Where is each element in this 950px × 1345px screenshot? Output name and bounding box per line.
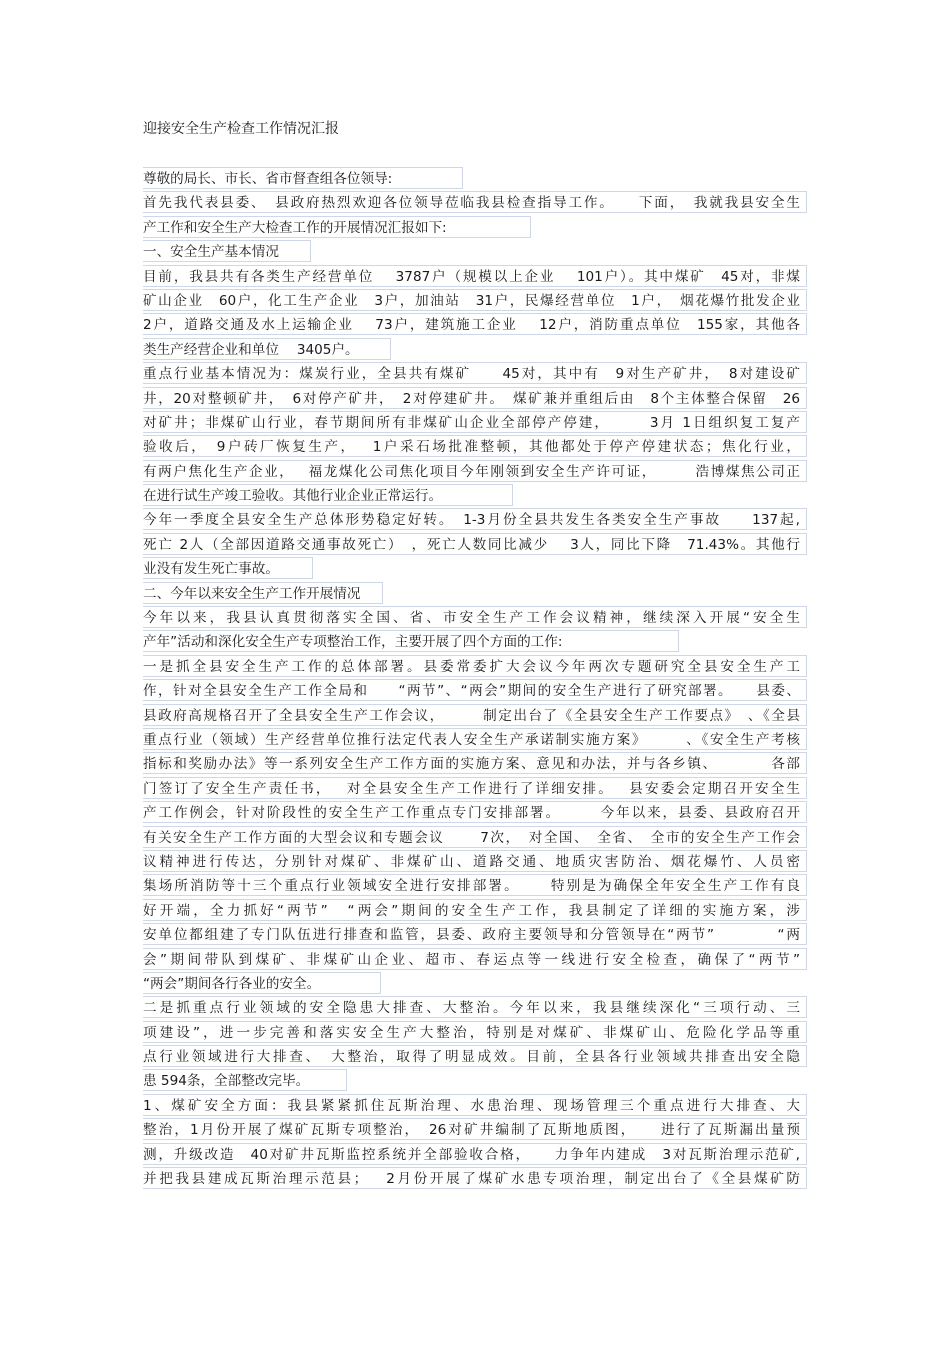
text-line-content: 议精神进行传达，分别针对煤矿、非煤矿山、道路交通、地质灾害防治、烟花爆竹、人员密 <box>143 850 807 872</box>
text-line <box>143 532 807 556</box>
text-line-content: 好开端，全力抓好“两节” “两会”期间的安全生产工作，我县制定了详细的实施方案，涉 <box>143 899 807 921</box>
text-line <box>143 410 807 434</box>
text-line <box>143 947 807 971</box>
text-line <box>143 849 807 873</box>
text-line <box>143 825 807 849</box>
text-line-content: 测，升级改造 40对矿井瓦斯监控系统并全部验收合格， 力争年内建成 3对瓦斯治理示范矿, <box>143 1143 807 1165</box>
text-line-content: 二、今年以来安全生产工作开展情况 <box>143 582 383 604</box>
text-line-content: 作，针对全县安全生产工作全局和 “两节”、“两会”期间的安全生产进行了研究部署。 县委、 <box>143 679 807 701</box>
text-line <box>143 727 807 751</box>
text-line <box>143 654 807 678</box>
text-line-content: 尊敬的局长、市长、省市督查组各位领导: <box>143 167 463 189</box>
text-line <box>143 922 807 946</box>
text-line <box>143 581 807 605</box>
text-line-content: 重点行业基本情况为：煤炭行业，全县共有煤矿 45对，其中有 9对生产矿井， 8对建设矿 <box>143 362 807 384</box>
text-line-content: 1、煤矿安全方面：我县紧紧抓住瓦斯治理、水患治理、现场管理三个重点进行大排查、大 <box>143 1094 807 1116</box>
text-line-content: 患 594条，全部整改完毕。 <box>143 1069 347 1091</box>
text-line-content: 在进行试生产竣工验收。其他行业企业正常运行。 <box>143 484 513 506</box>
text-line <box>143 556 807 580</box>
text-line <box>143 166 807 190</box>
text-line <box>143 507 807 531</box>
text-line-content: 一是抓全县安全生产工作的总体部署。县委常委扩大会议今年两次专题研究全县安全生产工 <box>143 655 807 677</box>
text-line <box>143 288 807 312</box>
text-line-content: 点行业领域进行大排查、 大整治，取得了明显成效。目前，全县各行业领域共排查出安全隐 <box>143 1045 807 1067</box>
text-line-content: 安单位都组建了专门队伍进行排查和监管，县委、政府主要领导和分管领导在“两节” “两 <box>143 923 807 945</box>
text-line-content: 有关安全生产工作方面的大型会议和专题会议 7次， 对全国、 全省、 全市的安全生产工作会 <box>143 826 807 848</box>
text-line <box>143 337 807 361</box>
text-line-content: 重点行业（领域）生产经营单位推行法定代表人安全生产承诺制实施方案》 、《安全生产考核 <box>143 728 807 750</box>
text-line <box>143 1166 807 1190</box>
text-line <box>143 434 807 458</box>
text-line-content: 井，20对整顿矿井， 6对停产矿井， 2对停建矿井。 煤矿兼并重组后由 8个主体整合保留 26 <box>143 387 807 409</box>
text-line <box>143 678 807 702</box>
text-line <box>143 483 807 507</box>
text-line <box>143 239 807 263</box>
text-line <box>143 312 807 336</box>
text-line <box>143 215 807 239</box>
text-line-content: 会”期间带队到煤矿、非煤矿山企业、超市、春运点等一线进行安全检查，确保了“两节” <box>143 948 807 970</box>
text-line <box>143 776 807 800</box>
text-line <box>143 751 807 775</box>
text-line <box>143 629 807 653</box>
text-line-content: 产工作和安全生产大检查工作的开展情况汇报如下: <box>143 216 531 238</box>
text-line-content: 产年”活动和深化安全生产专项整治工作，主要开展了四个方面的工作: <box>143 630 679 652</box>
text-line <box>143 361 807 385</box>
text-line <box>143 800 807 824</box>
text-line <box>143 1093 807 1117</box>
text-line-content: 目前，我县共有各类生产经营单位 3787户（规模以上企业 101户）。其中煤矿 45对，非煤 <box>143 265 807 287</box>
text-line <box>143 898 807 922</box>
text-line-content: 一、安全生产基本情况 <box>143 240 311 262</box>
text-line <box>143 703 807 727</box>
text-line-content: 死亡 2人（全部因道路交通事故死亡） ，死亡人数同比减少 3人，同比下降 71.43%。其他行 <box>143 533 807 555</box>
text-line-content: 并把我县建成瓦斯治理示范县； 2月份开展了煤矿水患专项治理，制定出台了《全县煤矿防 <box>143 1167 807 1189</box>
text-line-content: 指标和奖励办法》等一系列安全生产工作方面的实施方案、意见和办法，并与各乡镇、 各部 <box>143 752 807 774</box>
text-line <box>143 873 807 897</box>
document-title: 迎接安全生产检查工作情况汇报 <box>143 121 339 137</box>
text-line <box>143 605 807 629</box>
text-line <box>143 1117 807 1141</box>
text-line <box>143 995 807 1019</box>
text-line-content: 门签订了安全生产责任书， 对全县安全生产工作进行了详细安排。 县安委会定期召开安全生 <box>143 777 807 799</box>
text-line <box>143 1142 807 1166</box>
text-line <box>143 386 807 410</box>
text-line-content: 2户，道路交通及水上运输企业 73户，建筑施工企业 12户，消防重点单位 155家，其他各 <box>143 313 807 335</box>
text-line-content: 产工作例会，针对阶段性的安全生产工作重点专门安排部署。 今年以来，县委、县政府召开 <box>143 801 807 823</box>
text-line-content: 县政府高规格召开了全县安全生产工作会议， 制定出台了《全县安全生产工作要点》 、《全县 <box>143 704 807 726</box>
text-line <box>143 1020 807 1044</box>
text-line-content: 验收后， 9户砖厂恢复生产， 1户采石场批准整顿，其他都处于停产停建状态；焦化行业， <box>143 435 807 457</box>
text-line-content: 集场所消防等十三个重点行业领域安全进行安排部署。 特别是为确保全年安全生产工作有良 <box>143 874 807 896</box>
document-body <box>143 166 807 1190</box>
text-line <box>143 1068 807 1092</box>
text-line-content: 类生产经营企业和单位 3405户。 <box>143 338 391 360</box>
text-line-content: 矿山企业 60户，化工生产企业 3户，加油站 31户，民爆经营单位 1户， 烟花爆竹批发企业 <box>143 289 807 311</box>
text-line-content: 二是抓重点行业领域的安全隐患大排查、大整治。今年以来，我县继续深化“三项行动、三 <box>143 996 807 1018</box>
text-line-content: 整治，1月份开展了煤矿瓦斯专项整治， 26对矿井编制了瓦斯地质图， 进行了瓦斯漏出量预 <box>143 1118 807 1140</box>
text-line <box>143 1044 807 1068</box>
text-line-content: 首先我代表县委、 县政府热烈欢迎各位领导莅临我县检查指导工作。 下面， 我就我县安全生 <box>143 191 807 213</box>
text-line <box>143 264 807 288</box>
text-line-content: 项建设”，进一步完善和落实安全生产大整治，特别是对煤矿、非煤矿山、危险化学品等重 <box>143 1021 807 1043</box>
text-line-content: 今年以来，我县认真贯彻落实全国、省、市安全生产工作会议精神，继续深入开展“安全生 <box>143 606 807 628</box>
text-line-content: 对矿井；非煤矿山行业，春节期间所有非煤矿山企业全部停产停建， 3月 1日组织复工复产 <box>143 411 807 433</box>
text-line-content: 业没有发生死亡事故。 <box>143 557 313 579</box>
text-line <box>143 459 807 483</box>
text-line-content: “两会”期间各行各业的安全。 <box>143 972 381 994</box>
text-line-content: 今年一季度全县安全生产总体形势稳定好转。 1-3月份全县共发生各类安全生产事故 137起, <box>143 508 807 530</box>
text-line <box>143 971 807 995</box>
text-line-content: 有两户焦化生产企业， 福龙煤化公司焦化项目今年刚领到安全生产许可证， 浩博煤焦公司正 <box>143 460 807 482</box>
text-line <box>143 190 807 214</box>
